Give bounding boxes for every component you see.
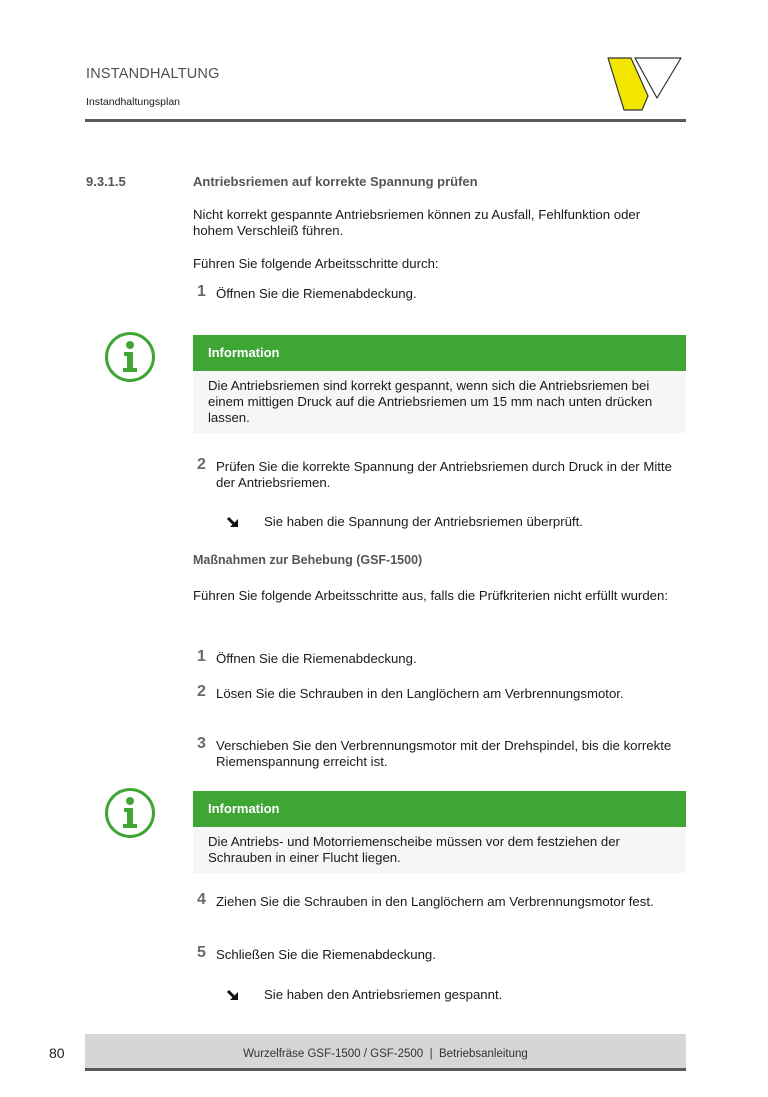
header-rule [85,119,686,122]
footer-rule [85,1068,686,1071]
info-box-text: Die Antriebs- und Motorriemenscheibe müssen vor dem festziehen der Schrauben in einer Flucht liegen. [193,827,686,873]
info-box [193,335,686,433]
step-number: 1 [197,283,206,300]
page-number: 80 [49,1045,65,1061]
step-number: 2 [197,456,206,473]
info-icon [104,787,156,839]
remedy-lead: Führen Sie folgende Arbeitsschritte aus, falls die Prüfkriterien nicht erfüllt wurden: [193,588,668,603]
chapter-subtitle: Instandhaltungsplan [86,96,180,108]
steps-lead: Führen Sie folgende Arbeitsschritte durch: [193,256,439,271]
company-logo [605,54,685,114]
info-box-title: Information [193,791,686,827]
step-text: Ziehen Sie die Schrauben in den Langlöchern am Verbrennungsmotor fest. [216,894,654,909]
step-text: Prüfen Sie die korrekte Spannung der Antriebsriemen durch Druck in der Mitte der Antriebsriemen. [216,459,672,490]
result-text: Sie haben den Antriebsriemen gespannt. [264,987,503,1002]
result-arrow-icon [226,515,240,529]
info-box [193,791,686,873]
step-number: 4 [197,891,206,908]
result-text: Sie haben die Spannung der Antriebsriemen überprüft. [264,514,583,529]
section-title: Antriebsriemen auf korrekte Spannung prüfen [193,174,478,189]
info-box-title: Information [193,335,686,371]
step-number: 5 [197,944,206,961]
remedy-heading: Maßnahmen zur Behebung (GSF-1500) [193,553,423,567]
step-number: 3 [197,735,206,752]
step-text: Verschieben Sie den Verbrennungsmotor mit der Drehspindel, bis die korrekte Riemenspannung erreicht ist. [216,738,672,769]
intro-paragraph: Nicht korrekt gespannte Antriebsriemen können zu Ausfall, Fehlfunktion oder hohem Verschleiß führen. [193,207,641,238]
step-text: Lösen Sie die Schrauben in den Langlöchern am Verbrennungsmotor. [216,686,624,701]
info-icon [104,331,156,383]
chapter-title: INSTANDHALTUNG [86,66,220,82]
result-arrow-icon [226,988,240,1002]
footer-text: Wurzelfräse GSF-1500 / GSF-2500 | Betriebsanleitung [243,1048,528,1060]
section-number: 9.3.1.5 [86,174,126,189]
footer-bar [85,1034,686,1068]
step-text: Schließen Sie die Riemenabdeckung. [216,947,436,962]
step-text: Öffnen Sie die Riemenabdeckung. [216,286,417,301]
step-number: 1 [197,648,206,665]
step-text: Öffnen Sie die Riemenabdeckung. [216,651,417,666]
info-box-text: Die Antriebsriemen sind korrekt gespannt, wenn sich die Antriebsriemen bei einem mittigen Druck auf die Antriebsriemen um 15 mm nach unten drücken lassen. [193,371,686,433]
step-number: 2 [197,683,206,700]
